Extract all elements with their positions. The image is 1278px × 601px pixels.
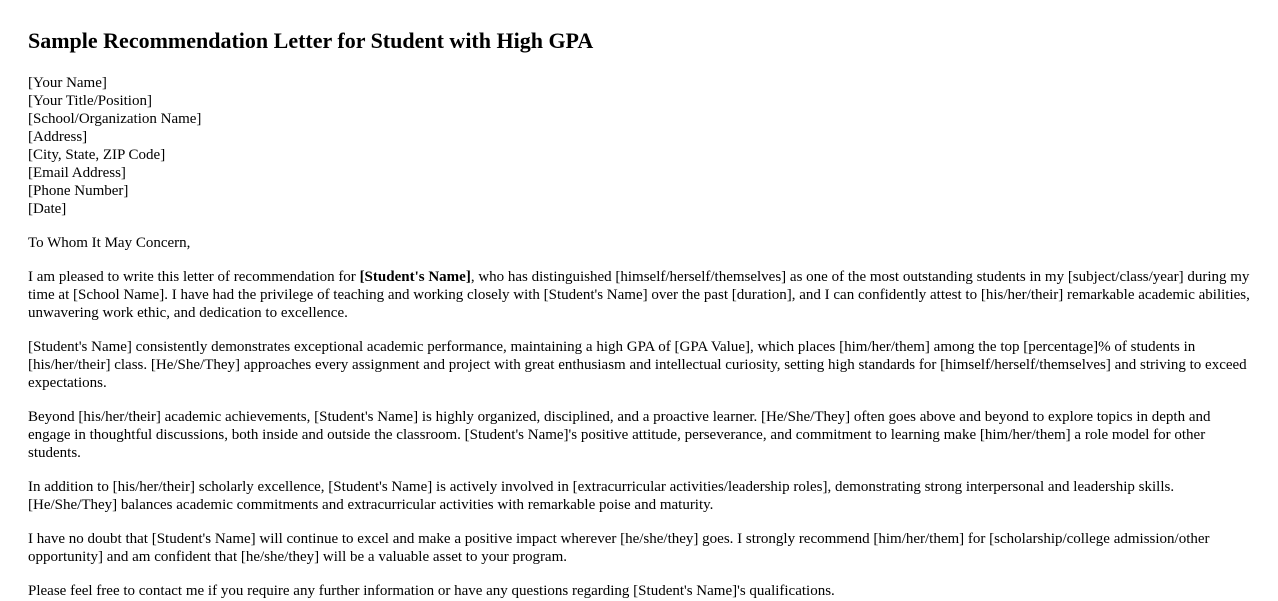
paragraph-academic: [Student's Name] consistently demonstrates exceptional academic performance, maintaining a high GPA of [GPA Value], which places [him/her/them] among the top [percentage]% of students in [his/her/their] class. [He/She/They] approaches every assignment and project with great enthusiasm and intellectual curiosity, setting high standards for [himself/herself/themselves] and striving to exceed expectations. [28, 339, 1247, 391]
student-name-bold: [Student's Name] [359, 269, 471, 285]
paragraph-intro-pre: I am pleased to write this letter of recommendation for [28, 269, 360, 285]
sender-organization: [School/Organization Name] [28, 111, 202, 127]
sender-block [28, 74, 1250, 218]
sender-date: [Date] [28, 201, 67, 217]
paragraph-character: Beyond [his/her/their] academic achievements, [Student's Name] is highly organized, disciplined, and a proactive learner. [He/She/They] often goes above and beyond to explore topics in depth and engage in thoughtful discussions, both inside and outside the classroom. [Student's Name]'s positive attitude, perseverance, and commitment to learning make [him/her/them] a role model for other students. [28, 409, 1211, 461]
paragraph-extracurricular: In addition to [his/her/their] scholarly excellence, [Student's Name] is actively involved in [extracurricular activities/leadership roles], demonstrating strong interpersonal and leadership skills. [He/She/They] balances academic commitments and extracurricular activities with remarkable poise and maturity. [28, 479, 1175, 513]
sender-city-state-zip: [City, State, ZIP Code] [28, 147, 166, 163]
paragraph-intro [28, 268, 1250, 322]
sender-email: [Email Address] [28, 165, 126, 181]
sender-address: [Address] [28, 129, 88, 145]
salutation: To Whom It May Concern, [28, 235, 191, 251]
sender-title: [Your Title/Position] [28, 93, 152, 109]
sender-phone: [Phone Number] [28, 183, 129, 199]
paragraph-intro-post: , who has distinguished [himself/herself/themselves] as one of the most outstanding students in my [subject/class/year] during my time at [School Name]. I have had the privilege of teaching and working closely with [Student's Name] over the past [duration], and I can confidently attest to [his/her/their] remarkable academic abilities, unwavering work ethic, and dedication to excellence. [28, 269, 1250, 321]
sender-name: [Your Name] [28, 75, 107, 91]
paragraph-contact: Please feel free to contact me if you require any further information or have any questions regarding [Student's Name]'s qualifications. [28, 583, 835, 599]
page-title: Sample Recommendation Letter for Student with High GPA [28, 28, 594, 53]
paragraph-recommendation: I have no doubt that [Student's Name] will continue to excel and make a positive impact wherever [he/she/they] goes. I strongly recommend [him/her/them] for [scholarship/college admission/other opportunity] and am confident that [he/she/they] will be a valuable asset to your program. [28, 531, 1210, 565]
